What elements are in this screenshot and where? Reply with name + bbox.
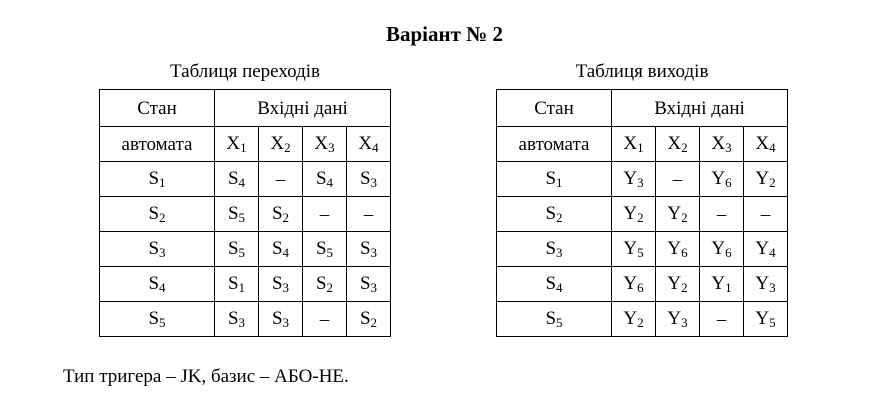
symbol-subscript: 3 <box>370 245 378 260</box>
symbol-subscript: 2 <box>681 280 688 295</box>
table-row <box>497 197 788 232</box>
symbol-base: S <box>315 273 327 294</box>
state-header: Стан <box>100 90 215 127</box>
state-cell <box>497 267 612 302</box>
symbol-base: Y <box>623 273 638 294</box>
symbol-base: X <box>358 133 373 154</box>
symbol-subscript: 2 <box>681 210 688 225</box>
symbol-subscript: 2 <box>681 140 688 155</box>
symbol-subscript: 4 <box>159 280 166 295</box>
column-header <box>259 127 303 162</box>
value-cell <box>347 302 391 337</box>
value-cell <box>612 197 656 232</box>
symbol-base: Y <box>623 238 638 259</box>
value-cell <box>656 162 700 197</box>
symbol-base: S <box>148 238 160 259</box>
symbol-base: S <box>545 203 557 224</box>
table-row <box>100 162 391 197</box>
value-cell <box>347 197 391 232</box>
symbol-base: Y <box>711 273 726 294</box>
symbol-subscript: 3 <box>637 175 644 190</box>
symbol-base: Y <box>755 273 770 294</box>
symbol-base: Y <box>711 168 726 189</box>
symbol-subscript: 4 <box>372 140 379 155</box>
symbol-subscript: 2 <box>556 210 563 225</box>
symbol-base: – <box>275 168 286 190</box>
symbol-subscript: 5 <box>326 245 334 260</box>
symbol-subscript: 3 <box>370 280 378 295</box>
output-table <box>496 89 788 337</box>
state-header-cont: автомата <box>497 127 612 162</box>
symbol-base: X <box>226 133 241 154</box>
value-cell <box>656 232 700 267</box>
value-cell <box>303 197 347 232</box>
symbol-base: X <box>711 133 726 154</box>
symbol-base: Y <box>755 308 770 329</box>
symbol-base: S <box>545 273 557 294</box>
symbol-subscript: 4 <box>238 175 246 190</box>
symbol-subscript: 5 <box>769 315 776 330</box>
symbol-base: Y <box>711 238 726 259</box>
symbol-subscript: 2 <box>326 280 334 295</box>
symbol-subscript: 2 <box>637 315 644 330</box>
transition-table <box>99 89 391 337</box>
symbol-subscript: 4 <box>326 175 334 190</box>
value-cell <box>700 197 744 232</box>
column-header <box>303 127 347 162</box>
symbol-base: – <box>716 203 727 225</box>
symbol-subscript: 6 <box>725 245 732 260</box>
symbol-subscript: 4 <box>769 245 776 260</box>
value-cell <box>215 162 259 197</box>
symbol-subscript: 1 <box>556 175 563 190</box>
value-cell <box>259 302 303 337</box>
symbol-subscript: 2 <box>370 315 378 330</box>
symbol-subscript: 3 <box>370 175 378 190</box>
value-cell <box>744 197 788 232</box>
symbol-subscript: 1 <box>637 140 644 155</box>
symbol-subscript: 5 <box>238 245 246 260</box>
state-cell <box>497 197 612 232</box>
value-cell <box>303 232 347 267</box>
value-cell <box>744 162 788 197</box>
symbol-subscript: 3 <box>556 245 563 260</box>
value-cell <box>303 267 347 302</box>
value-cell <box>612 162 656 197</box>
variant-title: Варіант № 2 <box>385 22 504 46</box>
table-row <box>497 267 788 302</box>
state-cell <box>100 267 215 302</box>
symbol-base: S <box>227 238 239 259</box>
symbol-subscript: 3 <box>725 140 732 155</box>
symbol-base: – <box>716 308 727 330</box>
inputs-header: Вхідні дані <box>215 90 391 127</box>
transition-table-caption: Таблиця переходів <box>170 61 320 82</box>
value-cell <box>700 162 744 197</box>
symbol-base: S <box>227 203 239 224</box>
symbol-base: S <box>227 168 239 189</box>
value-cell <box>303 302 347 337</box>
symbol-base: Y <box>755 168 770 189</box>
symbol-subscript: 3 <box>159 245 166 260</box>
value-cell <box>700 302 744 337</box>
symbol-base: X <box>270 133 285 154</box>
table-row <box>497 302 788 337</box>
column-header <box>612 127 656 162</box>
symbol-base: S <box>315 168 327 189</box>
value-cell <box>259 162 303 197</box>
symbol-base: – <box>363 203 374 225</box>
symbol-base: S <box>227 273 239 294</box>
value-cell <box>303 162 347 197</box>
state-cell <box>100 302 215 337</box>
state-cell <box>100 197 215 232</box>
trigger-type-note: Тип тригера – JK, базис – АБО-НЕ. <box>63 366 349 387</box>
symbol-subscript: 3 <box>328 140 335 155</box>
symbol-base: S <box>545 168 557 189</box>
value-cell <box>259 232 303 267</box>
value-cell <box>259 197 303 232</box>
value-cell <box>347 232 391 267</box>
value-cell <box>347 162 391 197</box>
value-cell <box>656 302 700 337</box>
symbol-base: S <box>545 238 557 259</box>
value-cell <box>656 197 700 232</box>
value-cell <box>744 232 788 267</box>
symbol-base: Y <box>667 308 682 329</box>
symbol-base: X <box>314 133 329 154</box>
state-cell <box>497 162 612 197</box>
symbol-subscript: 6 <box>637 280 644 295</box>
table-row <box>100 302 391 337</box>
value-cell <box>347 267 391 302</box>
symbol-subscript: 4 <box>282 245 290 260</box>
symbol-subscript: 5 <box>556 315 563 330</box>
value-cell <box>612 267 656 302</box>
table-row <box>100 232 391 267</box>
symbol-subscript: 6 <box>725 175 732 190</box>
symbol-base: Y <box>623 308 638 329</box>
table-row <box>100 197 391 232</box>
symbol-subscript: 2 <box>769 175 776 190</box>
symbol-base: Y <box>755 238 770 259</box>
symbol-base: X <box>623 133 638 154</box>
column-header <box>215 127 259 162</box>
symbol-base: S <box>359 273 371 294</box>
state-cell <box>100 232 215 267</box>
symbol-base: X <box>667 133 682 154</box>
symbol-subscript: 5 <box>159 315 166 330</box>
value-cell <box>700 232 744 267</box>
symbol-subscript: 3 <box>282 280 290 295</box>
symbol-base: S <box>315 238 327 259</box>
symbol-base: S <box>359 308 371 329</box>
symbol-subscript: 2 <box>282 210 290 225</box>
symbol-base: Y <box>623 203 638 224</box>
value-cell <box>259 267 303 302</box>
table-row <box>100 267 391 302</box>
symbol-base: Y <box>623 168 638 189</box>
value-cell <box>612 232 656 267</box>
symbol-subscript: 4 <box>769 140 776 155</box>
symbol-base: S <box>271 308 283 329</box>
symbol-subscript: 3 <box>238 315 246 330</box>
value-cell <box>215 197 259 232</box>
symbol-subscript: 1 <box>725 280 732 295</box>
state-cell <box>497 232 612 267</box>
symbol-base: S <box>227 308 239 329</box>
value-cell <box>215 267 259 302</box>
symbol-subscript: 6 <box>681 245 688 260</box>
table-row <box>497 162 788 197</box>
symbol-base: S <box>148 308 160 329</box>
symbol-base: S <box>359 238 371 259</box>
symbol-subscript: 3 <box>282 315 290 330</box>
value-cell <box>656 267 700 302</box>
symbol-base: S <box>271 238 283 259</box>
state-cell <box>100 162 215 197</box>
value-cell <box>612 302 656 337</box>
state-cell <box>497 302 612 337</box>
symbol-base: S <box>545 308 557 329</box>
symbol-base: S <box>271 203 283 224</box>
symbol-subscript: 5 <box>637 245 644 260</box>
symbol-base: S <box>359 168 371 189</box>
symbol-subscript: 3 <box>681 315 688 330</box>
column-header <box>744 127 788 162</box>
symbol-subscript: 2 <box>637 210 644 225</box>
value-cell <box>215 232 259 267</box>
symbol-base: Y <box>667 273 682 294</box>
symbol-subscript: 1 <box>240 140 247 155</box>
inputs-header: Вхідні дані <box>612 90 788 127</box>
symbol-subscript: 1 <box>159 175 166 190</box>
symbol-subscript: 2 <box>284 140 291 155</box>
state-header-cont: автомата <box>100 127 215 162</box>
symbol-base: – <box>319 308 330 330</box>
value-cell <box>215 302 259 337</box>
value-cell <box>744 267 788 302</box>
symbol-subscript: 3 <box>769 280 776 295</box>
symbol-subscript: 2 <box>159 210 166 225</box>
value-cell <box>700 267 744 302</box>
column-header <box>347 127 391 162</box>
table-row <box>497 232 788 267</box>
symbol-subscript: 4 <box>556 280 563 295</box>
symbol-base: – <box>760 203 771 225</box>
symbol-subscript: 1 <box>238 280 246 295</box>
state-header: Стан <box>497 90 612 127</box>
value-cell <box>744 302 788 337</box>
symbol-base: Y <box>667 203 682 224</box>
symbol-subscript: 5 <box>238 210 246 225</box>
symbol-base: S <box>148 203 160 224</box>
column-header <box>700 127 744 162</box>
symbol-base: Y <box>667 238 682 259</box>
symbol-base: S <box>148 168 160 189</box>
output-table-caption: Таблиця виходів <box>575 61 709 82</box>
column-header <box>656 127 700 162</box>
symbol-base: – <box>319 203 330 225</box>
symbol-base: S <box>271 273 283 294</box>
symbol-base: X <box>755 133 770 154</box>
symbol-base: – <box>672 168 683 190</box>
symbol-base: S <box>148 273 160 294</box>
